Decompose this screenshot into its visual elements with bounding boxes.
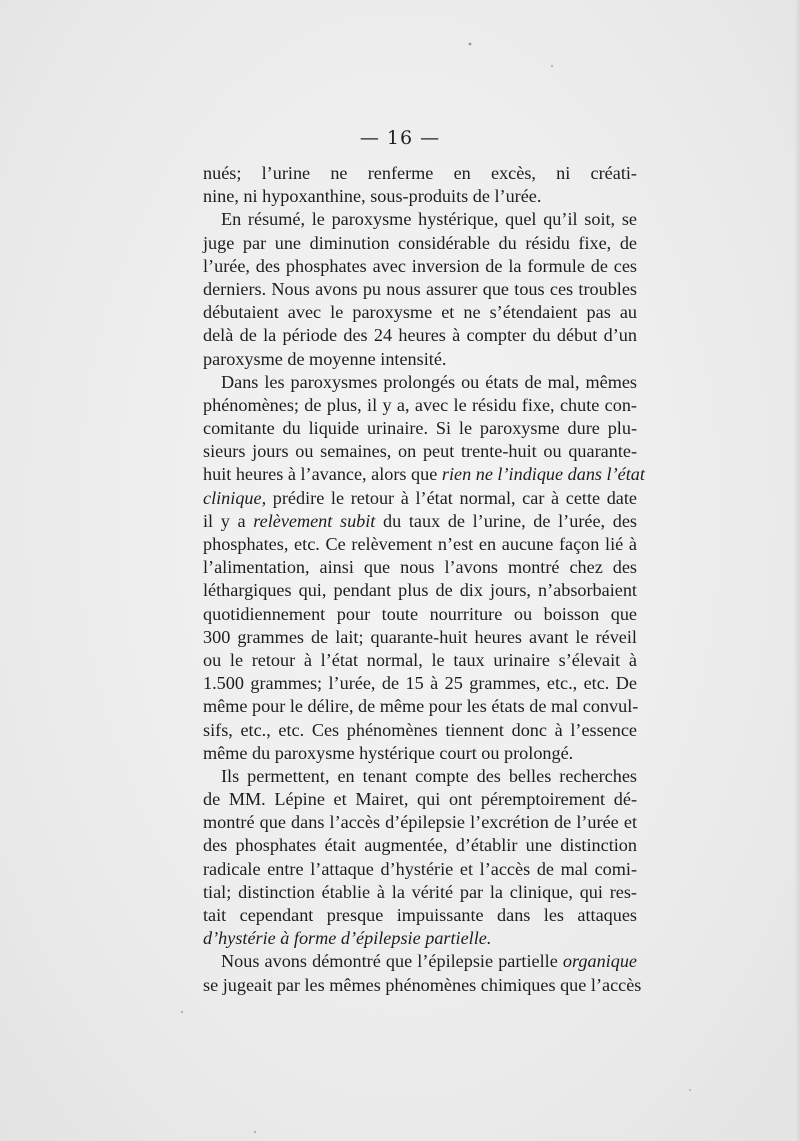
text-run: delà de la période des 24 heures à compter du début d’un [203,325,637,346]
text-line [203,301,637,324]
text-run: prédire le retour à l’état normal, car à cette date [266,487,637,508]
text-run: phosphates, etc. Ce relèvement n’est en aucune façon lié à [203,534,637,554]
text-line [203,324,637,347]
text-run: juge par une diminution considérable du résidu fixe, de [203,232,637,253]
text-line [203,185,637,208]
text-line [203,603,637,626]
text-run: comitante du liquide urinaire. Si le paroxysme dure plu- [203,418,637,439]
text-run: Dans les paroxysmes prolongés ou états de mal, mêmes [221,371,637,392]
text-run: radicale entre l’attaque d’hystérie et l’accès de mal comi- [203,858,637,879]
text-run: nués; l’urine ne renferme en excès, ni créati- [203,163,637,183]
text-run: même pour le délire, de même pour les états de mal convul- [203,696,639,717]
text-line [203,556,637,579]
text-run: montré que dans l’accès d’épilepsie l’excrétion de l’urée et [203,812,637,833]
text-run: sieurs jours ou semaines, on peut trente-huit ou quarante- [203,441,637,462]
text-line [203,394,637,417]
text-run: des phosphates était augmentée, d’établir une distinction [203,835,637,856]
italic-run: relèvement subit [253,510,376,531]
text-run: nine, ni hypoxanthine, sous-produits de l’urée. [203,186,542,207]
text-line [203,255,637,278]
speck [469,43,472,46]
text-line [203,371,637,394]
text-line [203,208,637,231]
text-run: il y a [203,510,254,531]
text-line [203,881,637,904]
text-line [203,834,637,857]
text-run: de MM. Lépine et Mairet, qui ont péremptoirement dé- [203,789,637,810]
text-run: ou le retour à l’état normal, le taux urinaire s’élevait à [203,649,637,670]
text-line [203,974,642,997]
text-run: quotidiennement pour toute nourriture ou boisson que [203,603,637,624]
text-line [203,811,637,834]
text-run: même du paroxysme hystérique court ou prolongé. [203,742,574,763]
text-line [203,417,637,440]
text-line [203,440,637,463]
text-line [203,487,637,510]
text-line [203,278,637,301]
text-run: huit heures à l’avance, alors que [203,464,442,485]
text-line [203,162,637,185]
text-run: sifs, etc., etc. Ces phénomènes tiennent donc à l’essence [203,719,637,740]
speck [254,1131,256,1133]
text-line [203,788,637,811]
text-run: tial; distinction établie à la vérité par la clinique, qui res- [203,881,637,902]
italic-run: rien ne l’indique dans l’état [441,464,645,485]
text-run: l’alimentation, ainsi que nous l’avons montré chez des [203,557,637,578]
text-line [203,348,637,371]
speck [181,1011,183,1013]
text-run: débutaient avec le paroxysme et ne s’étendaient pas au [203,302,637,323]
text-line [203,533,637,556]
italic-run: organique [562,951,637,972]
text-run: phénomènes; de plus, il y a, avec le résidu fixe, chute con- [203,394,637,415]
italic-run: d’hystérie à forme d’épilepsie partielle. [203,928,492,949]
text-run: léthargiques qui, pendant plus de dix jours, n’absorbaient [203,580,637,601]
text-run: En résumé, le paroxysme hystérique, quel qu’il soit, se [221,209,637,230]
text-line [203,904,637,927]
text-line [203,765,637,788]
text-line [203,927,637,950]
text-line [203,695,637,718]
text-run: l’urée, des phosphates avec inversion de la formule de ces [203,255,637,276]
text-line [203,463,645,486]
text-line [203,232,637,255]
text-run: 1.500 grammes; l’urée, de 15 à 25 grammes, etc., etc. De [203,673,637,694]
text-line [203,950,637,973]
text-run: paroxysme de moyenne intensité. [203,348,447,369]
text-line [203,672,637,695]
text-line [203,649,637,672]
text-run: Nous avons démontré que l’épilepsie partielle [221,951,563,972]
speck [551,65,553,67]
text-line [203,719,637,742]
page-edge [794,0,800,1141]
speck [689,1089,691,1091]
text-run: 300 grammes de lait; quarante-huit heures avant le réveil [203,626,637,647]
text-line [203,626,637,649]
text-run: derniers. Nous avons pu nous assurer que tous ces troubles [203,278,637,299]
page-number: — 16 — [359,127,441,149]
text-line [203,742,637,765]
text-line [203,579,637,602]
text-run: du taux de l’urine, de l’urée, des [375,510,637,531]
text-run: tait cependant presque impuissante dans les attaques [203,905,637,925]
text-run: se jugeait par les mêmes phénomènes chimiques que l’accès [203,974,642,995]
text-run: Ils permettent, en tenant compte des belles recherches [221,765,637,786]
text-line [203,858,637,881]
italic-run: clinique, [203,487,267,508]
body-text [203,162,645,997]
text-line [203,510,637,533]
